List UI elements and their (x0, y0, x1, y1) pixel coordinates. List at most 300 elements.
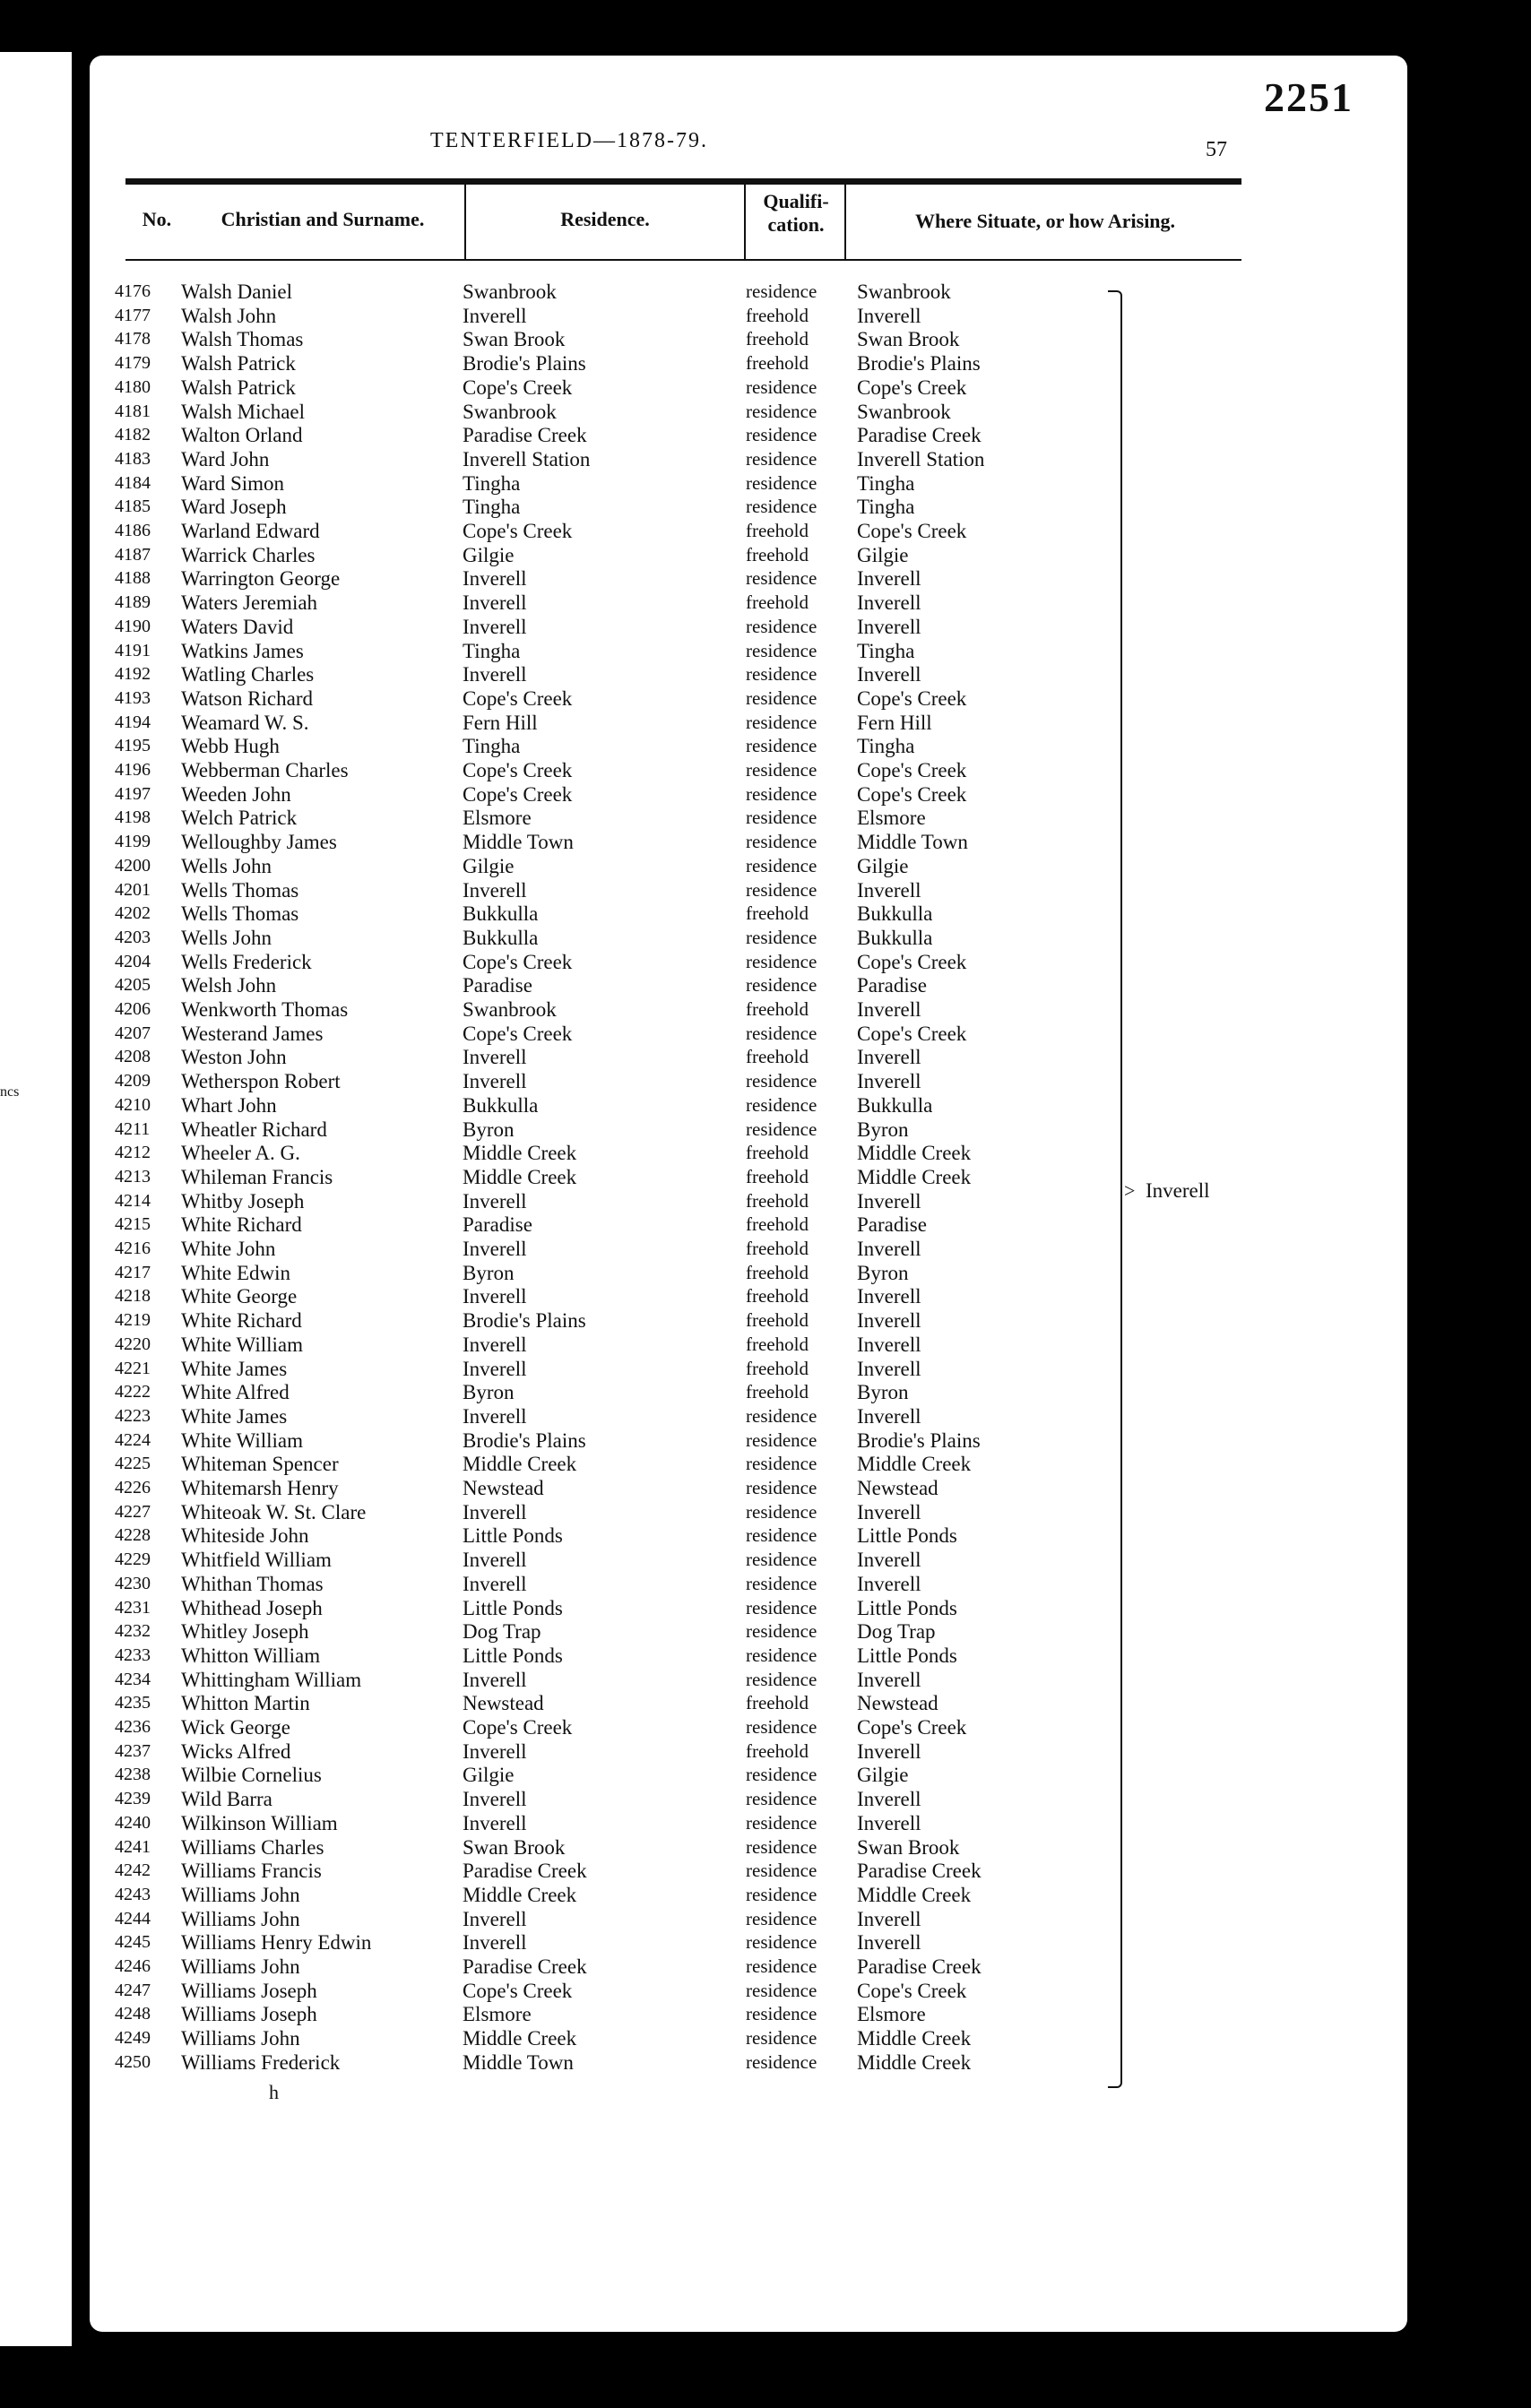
table-row (90, 543, 1407, 567)
entry-qualification: residence (746, 807, 817, 829)
entry-where: Bukkulla (857, 1093, 933, 1117)
entry-number: 4208 (115, 1047, 151, 1067)
entry-where: Cope's Creek (857, 782, 967, 806)
entry-number: 4215 (115, 1214, 151, 1235)
entry-number: 4224 (115, 1429, 151, 1450)
entry-qualification: residence (746, 471, 817, 494)
entry-name: Wells Frederick (181, 950, 312, 973)
entry-number: 4207 (115, 1023, 151, 1043)
table-row (90, 495, 1407, 519)
entry-name: Westerand James (181, 1022, 324, 1045)
entry-where: Inverell (857, 1500, 921, 1523)
table-row (90, 1691, 1407, 1715)
entry-number: 4205 (115, 975, 151, 996)
entry-number: 4180 (115, 376, 151, 397)
entry-name: Warland Edward (181, 520, 320, 542)
entry-name: Ward Simon (181, 471, 285, 495)
entry-name: Williams Joseph (181, 2003, 317, 2026)
entry-qualification: residence (746, 1022, 817, 1044)
entry-where: Paradise Creek (857, 424, 982, 447)
entry-qualification: residence (746, 711, 817, 733)
entry-qualification: residence (746, 950, 817, 972)
running-head: TENTERFIELD—1878-79. (430, 129, 708, 152)
entry-name: Walsh Daniel (181, 281, 292, 303)
entry-name: Williams John (181, 1907, 300, 1930)
entry-qualification: residence (746, 1500, 817, 1523)
entry-where: Cope's Creek (857, 375, 967, 399)
table-row (90, 1452, 1407, 1476)
table-row (90, 782, 1407, 807)
grouping-bracket (1108, 290, 1122, 2088)
entry-name: Weston John (181, 1046, 287, 1069)
entry-qualification: residence (746, 400, 817, 422)
entry-qualification: residence (746, 1453, 817, 1475)
entry-number: 4245 (115, 1932, 151, 1953)
entry-where: Brodie's Plains (857, 352, 981, 375)
entry-residence: Inverell (463, 663, 527, 686)
entry-number: 4201 (115, 879, 151, 900)
entry-number: 4218 (115, 1286, 151, 1307)
entry-name: White William (181, 1333, 303, 1356)
entry-qualification: freehold (746, 1309, 809, 1332)
entry-residence: Inverell (463, 1357, 527, 1380)
entry-number: 4247 (115, 1980, 151, 2000)
entry-residence: Fern Hill (463, 711, 538, 734)
entry-where: Inverell (857, 1549, 921, 1572)
entry-residence: Inverell (463, 1285, 527, 1308)
entry-where: Inverell (857, 878, 921, 902)
table-row (90, 1428, 1407, 1453)
entry-where: Inverell (857, 1070, 921, 1093)
entry-number: 4181 (115, 401, 151, 421)
entry-number: 4232 (115, 1621, 151, 1642)
entry-qualification: freehold (746, 352, 809, 375)
table-row (90, 1404, 1407, 1428)
entry-qualification: residence (746, 447, 817, 470)
entry-where: Paradise (857, 974, 927, 997)
entry-name: White John (181, 1238, 276, 1260)
entry-where: Dog Trap (857, 1620, 936, 1644)
entry-where: Middle Creek (857, 2050, 972, 2074)
entry-qualification: freehold (746, 902, 809, 925)
entry-where: Cope's Creek (857, 1716, 967, 1739)
entry-qualification: freehold (746, 520, 809, 541)
entry-qualification: residence (746, 1070, 817, 1092)
entry-where: Swan Brook (857, 328, 960, 351)
entry-residence: Middle Town (463, 2050, 574, 2074)
entry-where: Inverell (857, 1668, 921, 1691)
table-row (90, 1859, 1407, 1883)
entry-name: Wilbie Cornelius (181, 1764, 322, 1787)
entry-where: Inverell (857, 1931, 921, 1955)
table-row (90, 1476, 1407, 1500)
entry-name: Williams Joseph (181, 1979, 317, 2002)
entry-residence: Tingha (463, 735, 521, 758)
entry-number: 4237 (115, 1740, 151, 1761)
entry-name: Wild Barra (181, 1788, 272, 1811)
entry-qualification: residence (746, 1931, 817, 1954)
entry-name: Whitfield William (181, 1549, 332, 1572)
entry-where: Paradise Creek (857, 1955, 982, 1978)
entry-number: 4182 (115, 425, 151, 445)
entry-where: Inverell (857, 998, 921, 1021)
entry-where: Bukkulla (857, 926, 933, 949)
table-row (90, 854, 1407, 878)
adjacent-page-fragment: ncs (0, 1084, 20, 1100)
entry-number: 4196 (115, 760, 151, 780)
table-row (90, 1811, 1407, 1835)
entry-number: 4250 (115, 2051, 151, 2072)
entry-number: 4195 (115, 736, 151, 756)
entry-residence: Inverell (463, 1668, 527, 1691)
entry-where: Brodie's Plains (857, 1428, 981, 1452)
table-row (90, 1763, 1407, 1787)
entry-residence: Middle Creek (463, 2027, 577, 2050)
table-row (90, 1883, 1407, 1907)
entry-residence: Swanbrook (463, 400, 557, 423)
entry-qualification: freehold (746, 1189, 809, 1212)
header-rule-top (125, 178, 1241, 185)
entry-where: Byron (857, 1118, 909, 1141)
entry-residence: Middle Creek (463, 1165, 577, 1188)
table-row (90, 926, 1407, 950)
entry-where: Swanbrook (857, 400, 951, 423)
entry-qualification: residence (746, 686, 817, 709)
entry-residence: Inverell Station (463, 447, 591, 470)
entry-residence: Inverell (463, 1739, 527, 1763)
entry-number: 4243 (115, 1884, 151, 1904)
entry-residence: Middle Creek (463, 1142, 577, 1165)
table-row (90, 615, 1407, 639)
entry-where: Elsmore (857, 807, 926, 830)
entry-number: 4177 (115, 305, 151, 325)
entry-where: Gilgie (857, 854, 909, 877)
entry-name: White Edwin (181, 1261, 290, 1284)
entry-number: 4240 (115, 1812, 151, 1833)
entry-qualification: residence (746, 1404, 817, 1427)
entry-where: Newstead (857, 1692, 938, 1715)
table-row (90, 1333, 1407, 1357)
entry-residence: Cope's Creek (463, 1022, 573, 1045)
entry-residence: Inverell (463, 615, 527, 638)
entry-number: 4191 (115, 640, 151, 660)
entry-qualification: residence (746, 1428, 817, 1451)
entry-where: Inverell (857, 1811, 921, 1834)
table-row (90, 2002, 1407, 2026)
entry-name: Walsh Patrick (181, 375, 296, 399)
table-row (90, 997, 1407, 1022)
entry-qualification: residence (746, 974, 817, 997)
table-row (90, 1715, 1407, 1739)
entry-where: Middle Town (857, 831, 968, 854)
entry-number: 4204 (115, 951, 151, 971)
table-row (90, 711, 1407, 735)
header-separator (744, 183, 746, 260)
table-row (90, 1093, 1407, 1118)
entry-name: Whithead Joseph (181, 1596, 323, 1619)
entry-where: Cope's Creek (857, 759, 967, 781)
entry-name: Whithan Thomas (181, 1572, 324, 1595)
entry-number: 4226 (115, 1478, 151, 1497)
entry-residence: Swanbrook (463, 281, 557, 303)
entry-residence: Gilgie (463, 854, 515, 877)
entry-name: Walsh John (181, 304, 277, 327)
table-row (90, 1213, 1407, 1237)
entry-residence: Inverell (463, 304, 527, 327)
entry-number: 4221 (115, 1358, 151, 1378)
table-row (90, 1523, 1407, 1548)
table-row (90, 1500, 1407, 1524)
entry-number: 4235 (115, 1693, 151, 1713)
entry-residence: Bukkulla (463, 1093, 539, 1117)
table-row (90, 566, 1407, 591)
entry-where: Inverell (857, 1907, 921, 1930)
entry-qualification: residence (746, 782, 817, 805)
entry-number: 4198 (115, 807, 151, 828)
entry-residence: Inverell (463, 591, 527, 615)
entry-where: Cope's Creek (857, 1022, 967, 1045)
entry-residence: Byron (463, 1381, 515, 1404)
entry-qualification: residence (746, 1955, 817, 1977)
entry-name: White Richard (181, 1213, 302, 1237)
entry-name: Williams Henry Edwin (181, 1931, 372, 1955)
entry-qualification: residence (746, 1572, 817, 1594)
entry-number: 4185 (115, 496, 151, 517)
entry-residence: Paradise Creek (463, 1860, 587, 1883)
entry-name: Whitemarsh Henry (181, 1477, 339, 1499)
adjacent-page-edge (0, 52, 72, 2346)
table-row (90, 1141, 1407, 1165)
entry-residence: Elsmore (463, 807, 532, 830)
entry-where: Inverell (857, 591, 921, 615)
entry-where: Little Ponds (857, 1644, 957, 1667)
entry-name: Whiteside John (181, 1524, 309, 1548)
entry-qualification: residence (746, 663, 817, 686)
entry-name: Welch Patrick (181, 807, 298, 830)
entry-qualification: residence (746, 496, 817, 518)
entry-residence: Cope's Creek (463, 686, 573, 710)
entry-qualification: residence (746, 615, 817, 637)
entry-name: White Alfred (181, 1381, 290, 1404)
entry-qualification: freehold (746, 1238, 809, 1259)
entry-residence: Cope's Creek (463, 1716, 573, 1739)
entry-qualification: residence (746, 759, 817, 781)
entry-where: Tingha (857, 735, 915, 758)
entry-name: Whitton Martin (181, 1692, 310, 1715)
bracket-label: Inverell (1146, 1179, 1210, 1202)
entry-where: Middle Creek (857, 1453, 972, 1476)
table-row (90, 1357, 1407, 1381)
table-row (90, 1284, 1407, 1308)
signature-mark: h (269, 2081, 279, 2103)
entry-qualification: residence (746, 1644, 817, 1666)
entry-qualification: freehold (746, 1692, 809, 1714)
entry-qualification: residence (746, 639, 817, 661)
entry-qualification: residence (746, 281, 817, 302)
entry-number: 4192 (115, 664, 151, 685)
entry-name: Walsh Michael (181, 400, 306, 423)
entry-residence: Tingha (463, 471, 521, 495)
entry-residence: Bukkulla (463, 926, 539, 949)
table-row (90, 1548, 1407, 1572)
entry-qualification: residence (746, 1907, 817, 1929)
entry-residence: Inverell (463, 567, 527, 591)
entry-name: Whitby Joseph (181, 1189, 305, 1213)
entry-name: Whileman Francis (181, 1165, 333, 1188)
entry-number: 4213 (115, 1166, 151, 1187)
entry-number: 4216 (115, 1239, 151, 1258)
table-row (90, 1118, 1407, 1142)
entry-where: Elsmore (857, 2003, 926, 2026)
entry-qualification: freehold (746, 998, 809, 1020)
table-row (90, 1237, 1407, 1261)
entry-residence: Swanbrook (463, 998, 557, 1021)
entry-residence: Gilgie (463, 543, 515, 566)
entry-residence: Inverell (463, 1070, 527, 1093)
table-row (90, 1022, 1407, 1046)
entry-qualification: residence (746, 1764, 817, 1786)
entry-name: Wick George (181, 1716, 290, 1739)
table-row (90, 1930, 1407, 1955)
entry-residence: Paradise Creek (463, 1955, 587, 1978)
table-row (90, 686, 1407, 711)
entry-where: Middle Creek (857, 1883, 972, 1906)
entry-name: Weamard W. S. (181, 711, 309, 734)
entry-name: Welsh John (181, 974, 277, 997)
entry-qualification: residence (746, 1596, 817, 1618)
entry-number: 4219 (115, 1310, 151, 1331)
entry-number: 4225 (115, 1454, 151, 1474)
entry-where: Inverell (857, 1189, 921, 1213)
entry-qualification: freehold (746, 1213, 809, 1236)
entry-number: 4229 (115, 1549, 151, 1570)
header-no: No. (142, 208, 172, 230)
entry-residence: Brodie's Plains (463, 1309, 586, 1333)
entry-residence: Paradise (463, 974, 532, 997)
table-row (90, 1979, 1407, 2003)
entry-name: Ward Joseph (181, 496, 287, 519)
table-row (90, 830, 1407, 854)
header-separator (844, 183, 846, 260)
entry-number: 4209 (115, 1071, 151, 1092)
entry-residence: Byron (463, 1118, 515, 1141)
entry-residence: Inverell (463, 1907, 527, 1930)
entry-qualification: freehold (746, 1285, 809, 1308)
entry-number: 4230 (115, 1573, 151, 1593)
table-row (90, 973, 1407, 997)
entry-name: Whiteoak W. St. Clare (181, 1500, 367, 1523)
entry-name: Ward John (181, 447, 270, 470)
entry-where: Inverell (857, 615, 921, 638)
entry-name: White James (181, 1404, 288, 1428)
entry-number: 4200 (115, 855, 151, 876)
entry-where: Paradise (857, 1213, 927, 1237)
entry-residence: Middle Town (463, 831, 574, 854)
entry-number: 4211 (115, 1118, 151, 1139)
table-row (90, 878, 1407, 902)
entry-number: 4222 (115, 1382, 151, 1403)
table-row (90, 375, 1407, 400)
entry-qualification: residence (746, 2027, 817, 2050)
entry-qualification: freehold (746, 1046, 809, 1068)
entry-name: Wells Thomas (181, 902, 299, 926)
entry-name: Whiteman Spencer (181, 1453, 339, 1476)
entry-where: Middle Creek (857, 1142, 972, 1165)
entry-where: Inverell (857, 1309, 921, 1333)
entry-residence: Inverell (463, 1500, 527, 1523)
entry-number: 4241 (115, 1836, 151, 1857)
entry-name: White William (181, 1428, 303, 1452)
entry-name: Waters David (181, 615, 294, 638)
entry-number: 4239 (115, 1789, 151, 1809)
table-row (90, 471, 1407, 496)
entry-number: 4246 (115, 1956, 151, 1976)
table-row (90, 1572, 1407, 1596)
entry-residence: Cope's Creek (463, 520, 573, 542)
entry-number: 4197 (115, 783, 151, 804)
page-number: 2251 (1264, 74, 1354, 120)
table-row (90, 639, 1407, 663)
entry-number: 4186 (115, 521, 151, 540)
entry-qualification: residence (746, 375, 817, 398)
entry-name: Walton Orland (181, 424, 303, 447)
bracket-pointer-icon: > (1124, 1179, 1136, 1202)
entry-residence: Inverell (463, 1189, 527, 1213)
entry-number: 4190 (115, 616, 151, 636)
table-row (90, 1261, 1407, 1285)
entry-where: Newstead (857, 1477, 938, 1499)
table-row (90, 1955, 1407, 1979)
entry-where: Tingha (857, 471, 915, 495)
table-row (90, 591, 1407, 615)
entry-residence: Inverell (463, 1549, 527, 1572)
entry-name: Williams John (181, 1883, 300, 1906)
table-row (90, 1619, 1407, 1644)
entry-name: White Richard (181, 1309, 302, 1333)
entry-residence: Inverell (463, 1046, 527, 1069)
table-row (90, 447, 1407, 471)
entry-number: 4223 (115, 1405, 151, 1426)
entry-number: 4238 (115, 1765, 151, 1785)
entry-residence: Bukkulla (463, 902, 539, 926)
table-row (90, 351, 1407, 375)
entry-qualification: residence (746, 735, 817, 757)
entry-residence: Elsmore (463, 2003, 532, 2026)
table-row (90, 1787, 1407, 1811)
entry-residence: Inverell (463, 1238, 527, 1260)
entry-residence: Cope's Creek (463, 782, 573, 806)
entry-qualification: residence (746, 1668, 817, 1690)
entry-where: Inverell (857, 567, 921, 591)
entry-qualification: freehold (746, 1739, 809, 1762)
entry-number: 4189 (115, 592, 151, 613)
entry-number: 4202 (115, 903, 151, 924)
entry-qualification: residence (746, 1788, 817, 1810)
entry-residence: Tingha (463, 496, 521, 519)
table-row (90, 1308, 1407, 1333)
entry-where: Little Ponds (857, 1596, 957, 1619)
entry-name: Wheeler A. G. (181, 1142, 300, 1165)
entry-residence: Inverell (463, 878, 527, 902)
entry-name: Warrick Charles (181, 543, 316, 566)
entry-residence: Inverell (463, 1788, 527, 1811)
entry-name: Williams Charles (181, 1835, 324, 1859)
entry-number: 4184 (115, 472, 151, 493)
entry-name: Wells Thomas (181, 878, 299, 902)
entry-name: Whitley Joseph (181, 1620, 309, 1644)
entry-qualification: residence (746, 1883, 817, 1905)
entry-number: 4203 (115, 927, 151, 947)
